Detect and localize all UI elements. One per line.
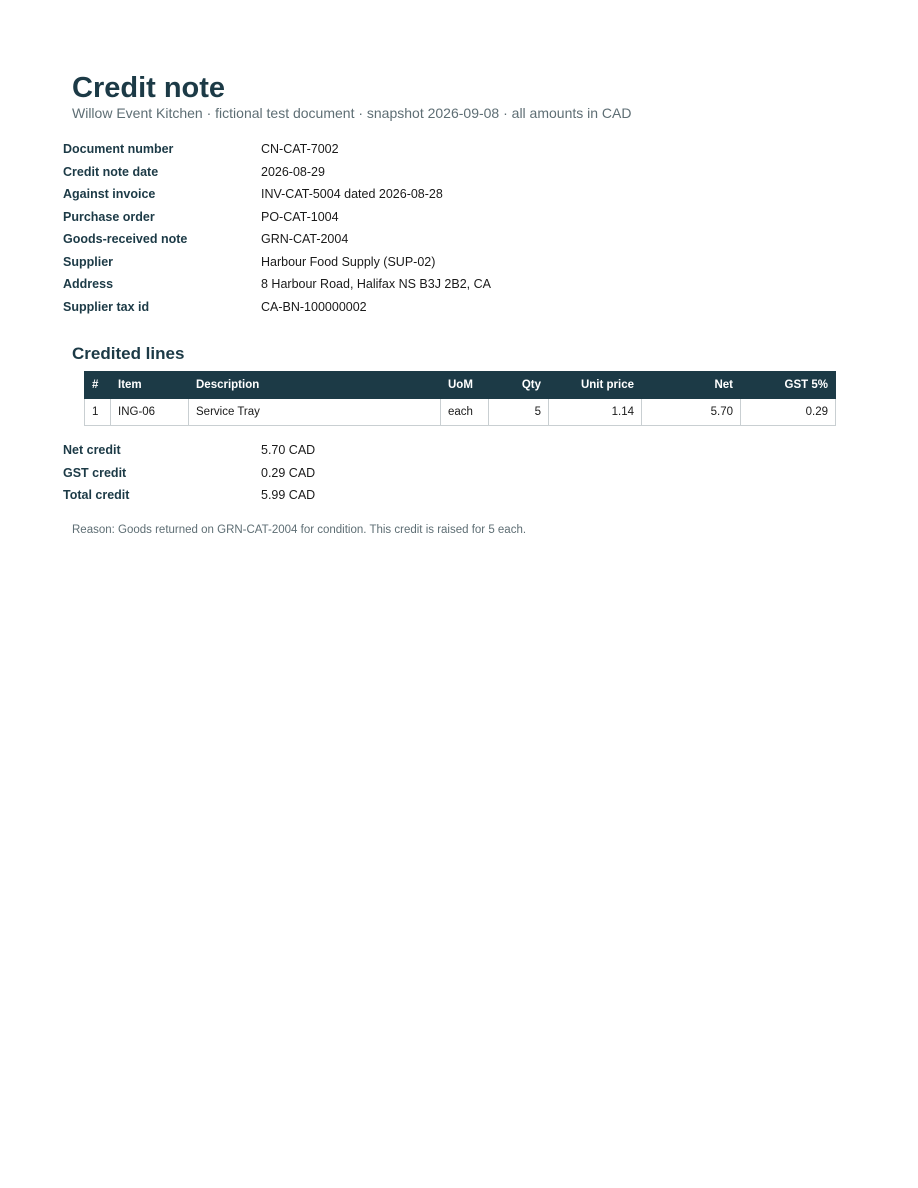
credit-totals: [63, 439, 763, 507]
total-row-gst-credit: [63, 462, 763, 485]
cell-unit-price: 1.14: [549, 399, 642, 426]
total-value: 5.70 CAD: [261, 443, 316, 457]
detail-value: GRN-CAT-2004: [261, 232, 349, 246]
page-subtitle: Willow Event Kitchen · fictional test document · snapshot 2026-09-08 · all amounts in CAD: [72, 105, 632, 121]
total-label: Total credit: [63, 488, 130, 502]
detail-label: Document number: [63, 142, 174, 156]
credited-lines-table: [84, 371, 836, 426]
detail-value: INV-CAT-5004 dated 2026-08-28: [261, 187, 443, 201]
column-header-net: Net: [642, 372, 741, 399]
column-header-unit-price: Unit price: [549, 372, 642, 399]
detail-label: Goods-received note: [63, 232, 188, 246]
cell-item-code: ING-06: [111, 399, 189, 426]
detail-value: 2026-08-29: [261, 164, 325, 179]
cell-gst: 0.29: [741, 399, 836, 426]
cell-uom: each: [441, 399, 489, 426]
total-row-total-credit: [63, 484, 763, 507]
column-header-uom: UoM: [441, 372, 489, 399]
page-title: Credit note: [72, 72, 226, 104]
detail-value: CN-CAT-7002: [261, 142, 339, 156]
detail-label: Supplier tax id: [63, 299, 150, 314]
column-header-description: Description: [189, 372, 441, 399]
detail-label: Supplier: [63, 254, 114, 269]
column-header-qty: Qty: [489, 372, 549, 399]
column-header-number: #: [85, 372, 111, 399]
detail-label: Address: [63, 277, 114, 291]
total-row-net-credit: [63, 439, 763, 462]
column-header-item: Item: [111, 372, 189, 399]
document-details: [63, 138, 763, 318]
detail-label: Against invoice: [63, 187, 156, 201]
detail-row-goods-received-note: [63, 228, 763, 251]
detail-row-purchase-order: [63, 206, 763, 229]
column-header-gst: GST 5%: [741, 372, 836, 399]
detail-value: 8 Harbour Road, Halifax NS B3J 2B2, CA: [261, 277, 491, 291]
cell-net: 5.70: [642, 399, 741, 426]
total-value: 5.99 CAD: [261, 488, 316, 502]
detail-label: Purchase order: [63, 209, 155, 224]
detail-row-address: [63, 273, 763, 296]
credited-lines-heading: Credited lines: [72, 344, 185, 363]
table-header-row: [85, 372, 836, 399]
detail-row-supplier: [63, 251, 763, 274]
cell-qty: 5: [489, 399, 549, 426]
total-label: Net credit: [63, 443, 121, 457]
total-value: 0.29 CAD: [261, 465, 316, 480]
detail-label: Credit note date: [63, 164, 159, 179]
detail-value: Harbour Food Supply (SUP-02): [261, 254, 436, 269]
detail-value: PO-CAT-1004: [261, 209, 339, 224]
total-label: GST credit: [63, 465, 127, 480]
detail-row-document-number: [63, 138, 763, 161]
detail-row-supplier-tax-id: [63, 296, 763, 319]
credit-reason-note: Reason: Goods returned on GRN-CAT-2004 for condition. This credit is raised for 5 each.: [72, 524, 527, 536]
detail-value: CA-BN-100000002: [261, 299, 367, 314]
cell-line-number: 1: [85, 399, 111, 426]
table-row: [85, 399, 836, 426]
detail-row-credit-note-date: [63, 161, 763, 184]
detail-row-against-invoice: [63, 183, 763, 206]
cell-description: Service Tray: [189, 399, 441, 426]
